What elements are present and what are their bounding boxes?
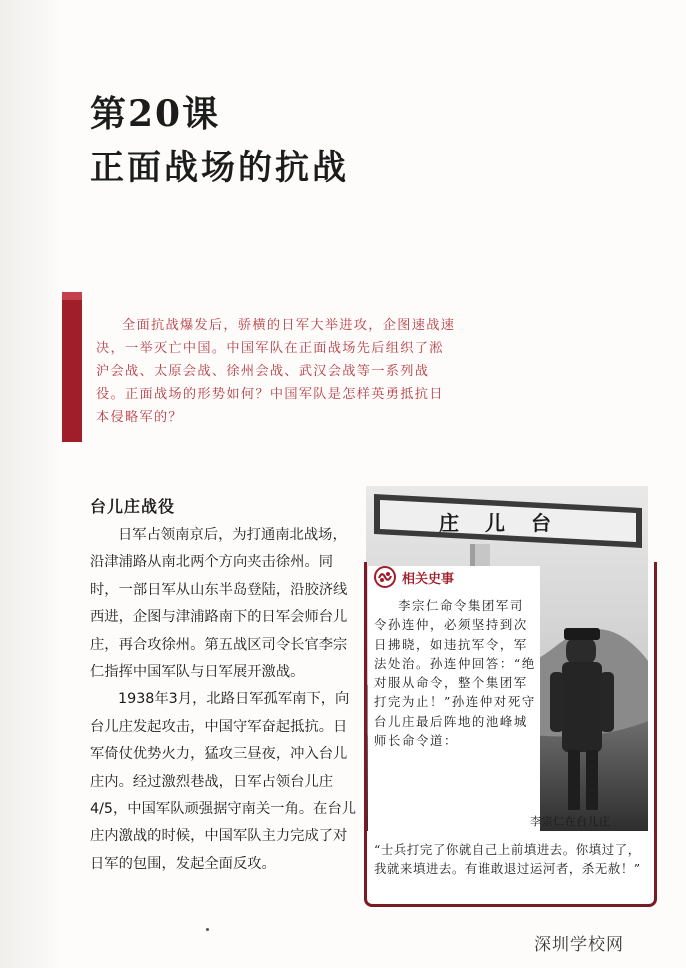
- page-mark: [206, 928, 209, 931]
- page-gutter: [0, 0, 62, 968]
- section-heading: 台儿庄战役: [90, 497, 176, 516]
- section-body: [90, 522, 358, 878]
- sidebar-quote: “士兵打完了你就自己上前填进去。你填过了，我就来填进去。有谁敢退过运河者，杀无赦！”: [374, 842, 641, 877]
- sidebar-header: [374, 566, 454, 588]
- sign-text-layer: [366, 486, 648, 566]
- lesson-intro: 全面抗战爆发后，骄横的日军大举进攻，企图速战速决，一举灭亡中国。中国军队在正面战场先后组织了淞沪会战、太原会战、徐州会战、武汉会战等一系列战役。正面战场的形势如何？中国军队是怎样英勇抵抗日本侵略军的？: [96, 318, 456, 425]
- photo-caption: 李宗仁在台儿庄: [530, 815, 611, 828]
- lesson-number: 第20课: [90, 93, 221, 135]
- sidebar-label: 相关史事: [402, 571, 455, 587]
- sidebar-text: 李宗仁命令集团军司令孙连仲，必须坚持到次日拂晓，如违抗军令，军法处治。孙连仲回答：“绝对服从命令，整个集团军打完为止！”孙连仲对死守台儿庄最后阵地的池峰城师长命令道：: [374, 598, 536, 749]
- site-watermark: 深圳学校网: [534, 935, 624, 955]
- intro-accent-bar-cap: [62, 292, 82, 300]
- intro-accent-bar: [62, 292, 82, 442]
- related-history-icon: [374, 566, 396, 588]
- body-paragraph: 1938年3月，北路日军孤军南下，向台儿庄发起攻击，中国守军奋起抵抗。日军倚仗优势火力，猛攻三昼夜，冲入台儿庄内。经过激烈巷战，日军占领台儿庄4/5，中国军队顽强据守南关一角。在台儿庄内激战的时候，中国军队主力完成了对日军的包围，发起全面反攻。: [90, 691, 357, 872]
- lesson-title: 正面战场的抗战: [90, 148, 349, 188]
- body-paragraph: 日军占领南京后，为打通南北战场，沿津浦路从南北两个方向夹击徐州。同时，一部日军从山东半岛登陆，沿胶济线西进，企图与津浦路南下的日军会师台儿庄，再合攻徐州。第五战区司令长官李宗仁指挥中国军队与日军展开激战。: [90, 527, 348, 681]
- sign-text: 庄儿台: [439, 511, 577, 535]
